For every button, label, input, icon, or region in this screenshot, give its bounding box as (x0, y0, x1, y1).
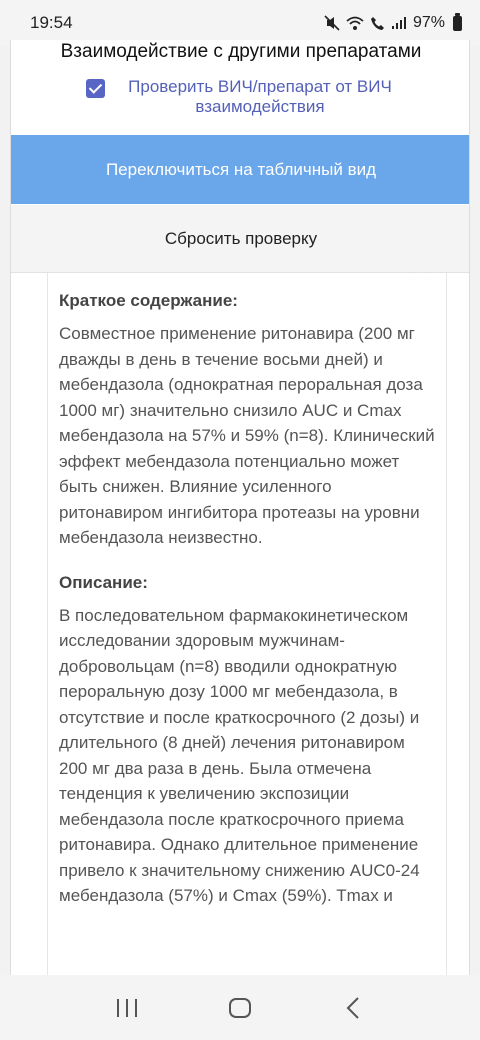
status-time: 19:54 (30, 13, 73, 32)
status-icons (324, 14, 462, 32)
recents-icon (115, 997, 139, 1019)
wifi-call-icon (370, 16, 385, 31)
battery-icon (453, 16, 462, 31)
hiv-checkbox[interactable] (86, 79, 105, 98)
hiv-check-row[interactable] (86, 77, 426, 117)
signal-icon (391, 16, 407, 30)
mute-icon (324, 15, 340, 31)
recents-button[interactable] (107, 988, 147, 1028)
home-icon (228, 997, 252, 1019)
table-view-button[interactable]: Переключиться на табличный вид (11, 135, 470, 204)
summary-title: Краткое содержание: (59, 291, 238, 310)
description-text: В последовательном фармакокинетическом исследовании здоровым мужчинам-добровольцам (n=8) вводили однократную пероральную дозу 1000 мг мебендазола, в отсутствие и после краткосрочного (2 дозы) и длительного (8 дней) лечения ритонавиром 200 мг два раза в день. Была отмечена тенденция к увеличению экспозиции мебендазола после краткосрочного приема ритонавира. Однако длительное применение привело к значительному снижению AUC0-24 мебендазола (57%) и Cmax (59%). Tmax и (59, 605, 420, 905)
system-nav-bar (0, 975, 480, 1040)
page-title: Взаимодействие с другими препаратами (60, 41, 422, 62)
summary-text: Совместное применение ритонавира (200 мг дважды в день в течение восьми дней) и мебендазола (однократная пероральная доза 1000 мг) значительно снизило AUC и Cmax мебендазола на 57% и 59% (n=8). Клинический эффект мебендазола потенциально может быть снижен. Влияние усиленного ритонавиром ингибитора протеазы на уровни мебендазола неизвестно. (59, 324, 435, 547)
hiv-checkbox-label[interactable]: Проверить ВИЧ/препарат от ВИЧ взаимодействия (128, 77, 392, 116)
interaction-details[interactable] (47, 273, 447, 975)
reset-check-button[interactable]: Сбросить проверку (11, 205, 470, 273)
battery-percent: 97% (412, 14, 445, 31)
back-button[interactable] (333, 988, 373, 1028)
wifi-icon (346, 16, 364, 31)
home-button[interactable] (220, 988, 260, 1028)
description-title: Описание: (59, 572, 148, 592)
back-icon (345, 996, 361, 1020)
interaction-card (10, 40, 470, 975)
